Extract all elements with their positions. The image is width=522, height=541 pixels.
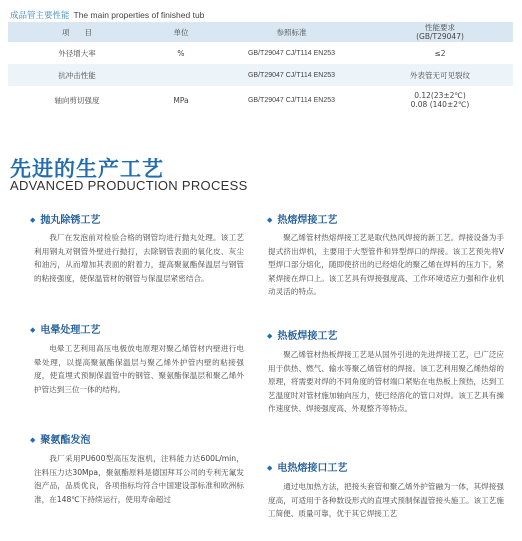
cell-requirement-line1: 外表管无可见裂纹: [410, 70, 470, 80]
section-title-text: 电热熔接口工艺: [277, 463, 348, 474]
cell-requirement: [367, 42, 513, 64]
cell-standard: GB/T29047 CJ/T114 EN253: [247, 49, 336, 57]
table-row: [8, 86, 513, 114]
cell-requirement-line1: ≤2: [434, 48, 446, 58]
table-caption: [10, 9, 204, 21]
page-subtitle: ADVANCED PRODUCTION PROCESS: [10, 178, 248, 193]
section-title-text: 热板焊接工艺: [277, 331, 338, 342]
diamond-icon: ◆: [267, 332, 273, 340]
cell-unit: [146, 64, 216, 86]
header-standard: 参照标准: [216, 22, 367, 42]
cell-item: 抗冲击性能: [8, 64, 146, 86]
cell-requirement-line2: 0.08 (140±2℃): [410, 100, 470, 109]
section-title-corona: [30, 321, 100, 336]
cell-unit: %: [177, 48, 185, 58]
cell-requirement: [367, 64, 513, 86]
section-text-corona: 电晕工艺利用高压电极放电原理对聚乙烯管材内壁进行电晕处理，以提高聚氨酯保温层与聚乙烯外护管内壁的粘接强度，使直埋式预制保温管中的钢管、聚氨酯保温层和聚乙烯外护管达到三位一体的结构。: [34, 344, 244, 394]
header-requirement-line2: (GB/T29047): [416, 32, 464, 41]
cell-item: 外径增大率: [58, 48, 96, 58]
cell-requirement-line1: 0.12(23±2℃): [414, 91, 466, 100]
table-row: [8, 64, 513, 86]
diamond-icon: ◆: [30, 326, 36, 334]
section-title-electrofusion: [267, 459, 347, 474]
page-title: 先进的生产工艺: [10, 157, 164, 181]
header-unit: 单位: [146, 22, 216, 42]
section-title-foaming: [30, 431, 90, 446]
header-item: 项 目: [8, 22, 146, 42]
section-text-electrofusion: 通过电加热方法，把接头套管和聚乙烯外护管融为一体，其焊接强度高，可适用于各种数设形式的直埋式预制保温管接头施工。该工艺施工简便、质量可靠，优于其它焊接工艺: [268, 482, 504, 519]
section-title-hot-plate: [267, 327, 337, 342]
section-title-text: 热熔焊接工艺: [277, 215, 338, 226]
section-text-hot-melt: 聚乙烯管材热熔焊接工艺是取代热风焊接的新工艺。焊接设备为手提式挤出焊机，主要用于大型管件和异型焊口的焊接。该工艺预先将V型焊口部分熔化，随即使挤出的已经熔化的聚乙烯在焊料的压力下，紧紧焊接在焊口上。该工艺具有焊接强度高、工作环境适应力强和作业机动灵活的特点。: [268, 233, 504, 297]
table-caption-en: The main properties of finished tub: [73, 10, 205, 20]
header-requirement-line1: 性能要求: [425, 23, 455, 32]
section-title-text: 聚氨酯发泡: [40, 435, 91, 446]
section-title-text: 抛丸除锈工艺: [40, 215, 101, 226]
section-title-hot-melt: [267, 211, 337, 226]
table-caption-cn: 成品管主要性能: [10, 11, 70, 21]
properties-table: [8, 22, 513, 114]
section-text-shot-blasting: 我厂在发泡前对检验合格的钢管均进行抛丸处理。该工艺利用钢丸对钢管外壁进行抛打，去除钢管表面的氧化皮、灰尘和油污，从而增加其表面的附着力，提高聚氨酯保温层与钢管的粘接强度，使保温管材的钢管与保温层紧密结合。: [34, 233, 244, 283]
section-text-foaming: 我厂采用PU600型高压发泡机，注料能力达600L/min，注料压力达30Mpa，聚氨酯原料是德国拜耳公司的专利无氟发泡产品，品质优良，各项指标均符合中国建设部标准和欧洲标准，在148℃下持续运行，使用寿命超过: [34, 454, 244, 504]
section-text-hot-plate: 聚乙烯管材热板焊接工艺是从国外引进的先进焊接工艺，已广泛应用于供热、燃气、输水等聚乙烯管材的焊接。该工艺利用聚乙烯热熔的原理，将需要对焊的不同角度的管材端口紧贴在电热板上预热，达到工艺温度时对管材施加轴向压力，使已经溶化的管口对焊。该工艺具有操作速度快、焊接强度高、外观整齐等特点。: [268, 350, 504, 414]
table-row: [8, 42, 513, 64]
diamond-icon: ◆: [30, 216, 36, 224]
header-requirement: [367, 22, 513, 42]
cell-standard: GB/T29047 CJ/T114 EN253: [216, 64, 367, 86]
section-title-text: 电晕处理工艺: [40, 325, 101, 336]
cell-unit: MPa: [173, 95, 189, 105]
section-title-shot-blasting: [30, 211, 100, 226]
cell-standard: GB/T29047 CJ/T114 EN253: [247, 96, 336, 104]
cell-item: 轴向剪切强度: [54, 95, 100, 105]
diamond-icon: ◆: [267, 464, 273, 472]
diamond-icon: ◆: [267, 216, 273, 224]
table-header-row: [8, 22, 513, 42]
diamond-icon: ◆: [30, 436, 36, 444]
cell-requirement: [367, 86, 513, 114]
